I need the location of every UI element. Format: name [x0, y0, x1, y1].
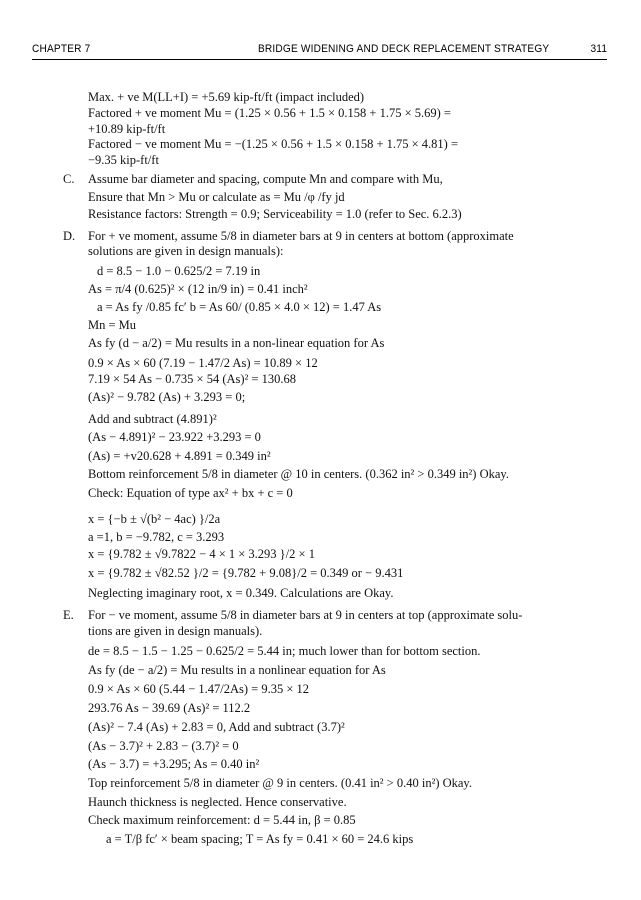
section-d-line-6: Mn = Mu: [88, 318, 137, 332]
section-d-line-7: As fy (d − a/2) = Mu results in a non-linear equation for As: [88, 336, 385, 350]
section-e-line-10: Top reinforcement 5/8 in diameter @ 9 in centers. (0.41 in² > 0.40 in²) Okay.: [88, 776, 472, 790]
section-d-line-12: (As − 4.891)² − 23.922 +3.293 = 0: [88, 430, 261, 444]
section-c-line-2: Ensure that Mn > Mu or calculate as = Mu /φ /fy jd: [88, 190, 345, 204]
section-e-line-11: Haunch thickness is neglected. Hence conservative.: [88, 795, 347, 809]
section-d-line-20: Neglecting imaginary root, x = 0.349. Calculations are Okay.: [88, 586, 394, 600]
running-header: [32, 43, 607, 60]
section-d-line-11: Add and subtract (4.891)²: [88, 412, 217, 426]
section-d-line-1: For + ve moment, assume 5/8 in diameter bars at 9 in centers at bottom (approximate: [88, 229, 514, 243]
section-d-line-17: a =1, b = −9.782, c = 3.293: [88, 530, 225, 544]
section-d-label: D.: [63, 229, 76, 243]
section-e-label: E.: [63, 608, 74, 622]
section-e-line-12: Check maximum reinforcement: d = 5.44 in, β = 0.85: [88, 813, 356, 827]
section-d-line-10: (As)² − 9.782 (As) + 3.293 = 0;: [88, 390, 246, 404]
section-d-line-15: Check: Equation of type ax² + bx + c = 0: [88, 486, 293, 500]
section-e-line-1: For − ve moment, assume 5/8 in diameter bars at 9 in centers at top (approximate solu-: [88, 608, 523, 622]
section-d-line-9: 7.19 × 54 As − 0.735 × 54 (As)² = 130.68: [88, 372, 296, 386]
chapter-label: CHAPTER 7: [32, 43, 91, 55]
section-d-line-14: Bottom reinforcement 5/8 in diameter @ 10 in centers. (0.362 in² > 0.349 in²) Okay.: [88, 467, 509, 481]
section-d-line-8: 0.9 × As × 60 (7.19 − 1.47/2 As) = 10.89 × 12: [88, 356, 318, 370]
section-e-line-7: (As)² − 7.4 (As) + 2.83 = 0, Add and subtract (3.7)²: [88, 720, 345, 734]
section-d-line-16: x = {−b ± √(b² − 4ac) }/2a: [88, 512, 221, 526]
section-e-line-13: a = T/β fc′ × beam spacing; T = As fy = 0.41 × 60 = 24.6 kips: [106, 832, 414, 846]
chapter-title: BRIDGE WIDENING AND DECK REPLACEMENT STRATEGY: [258, 43, 550, 55]
intro-line-5: −9.35 kip-ft/ft: [88, 153, 159, 167]
section-d-line-2: solutions are given in design manuals):: [88, 244, 284, 258]
section-c-line-3: Resistance factors: Strength = 0.9; Serviceability = 1.0 (refer to Sec. 6.2.3): [88, 207, 462, 221]
section-d-line-4: As = π/4 (0.625)² × (12 in/9 in) = 0.41 inch²: [88, 282, 308, 296]
section-c-line-1: Assume bar diameter and spacing, compute Mn and compare with Mu,: [88, 172, 443, 186]
section-e-line-9: (As − 3.7) = +3.295; As = 0.40 in²: [88, 757, 260, 771]
intro-line-4: Factored − ve moment Mu = −(1.25 × 0.56 + 1.5 × 0.158 + 1.75 × 4.81) =: [88, 137, 459, 151]
section-e-line-4: As fy (de − a/2) = Mu results in a nonlinear equation for As: [88, 663, 386, 677]
section-e-line-6: 293.76 As − 39.69 (As)² = 112.2: [88, 701, 251, 715]
intro-line-1: Max. + ve M(LL+I) = +5.69 kip-ft/ft (impact included): [88, 90, 365, 104]
section-e-line-5: 0.9 × As × 60 (5.44 − 1.47/2As) = 9.35 × 12: [88, 682, 310, 696]
intro-line-3: +10.89 kip-ft/ft: [88, 122, 166, 136]
section-e-line-2: tions are given in design manuals).: [88, 624, 263, 638]
section-c-label: C.: [63, 172, 75, 186]
section-d-line-19: x = {9.782 ± √82.52 }/2 = {9.782 + 9.08}/2 = 0.349 or − 9.431: [88, 566, 404, 580]
section-d-line-5: a = As fy /0.85 fc′ b = As 60/ (0.85 × 4.0 × 12) = 1.47 As: [97, 300, 382, 314]
section-e-line-8: (As − 3.7)² + 2.83 − (3.7)² = 0: [88, 739, 239, 753]
intro-line-2: Factored + ve moment Mu = (1.25 × 0.56 + 1.5 × 0.158 + 1.75 × 5.69) =: [88, 106, 451, 120]
section-e-line-3: de = 8.5 − 1.5 − 1.25 − 0.625/2 = 5.44 in; much lower than for bottom section.: [88, 644, 481, 658]
page-number: 311: [590, 43, 607, 55]
section-d-line-18: x = {9.782 ± √9.7822 − 4 × 1 × 3.293 }/2 × 1: [88, 547, 315, 561]
section-d-line-13: (As) = +v20.628 + 4.891 = 0.349 in²: [88, 449, 271, 463]
section-d-line-3: d = 8.5 − 1.0 − 0.625/2 = 7.19 in: [97, 264, 261, 278]
